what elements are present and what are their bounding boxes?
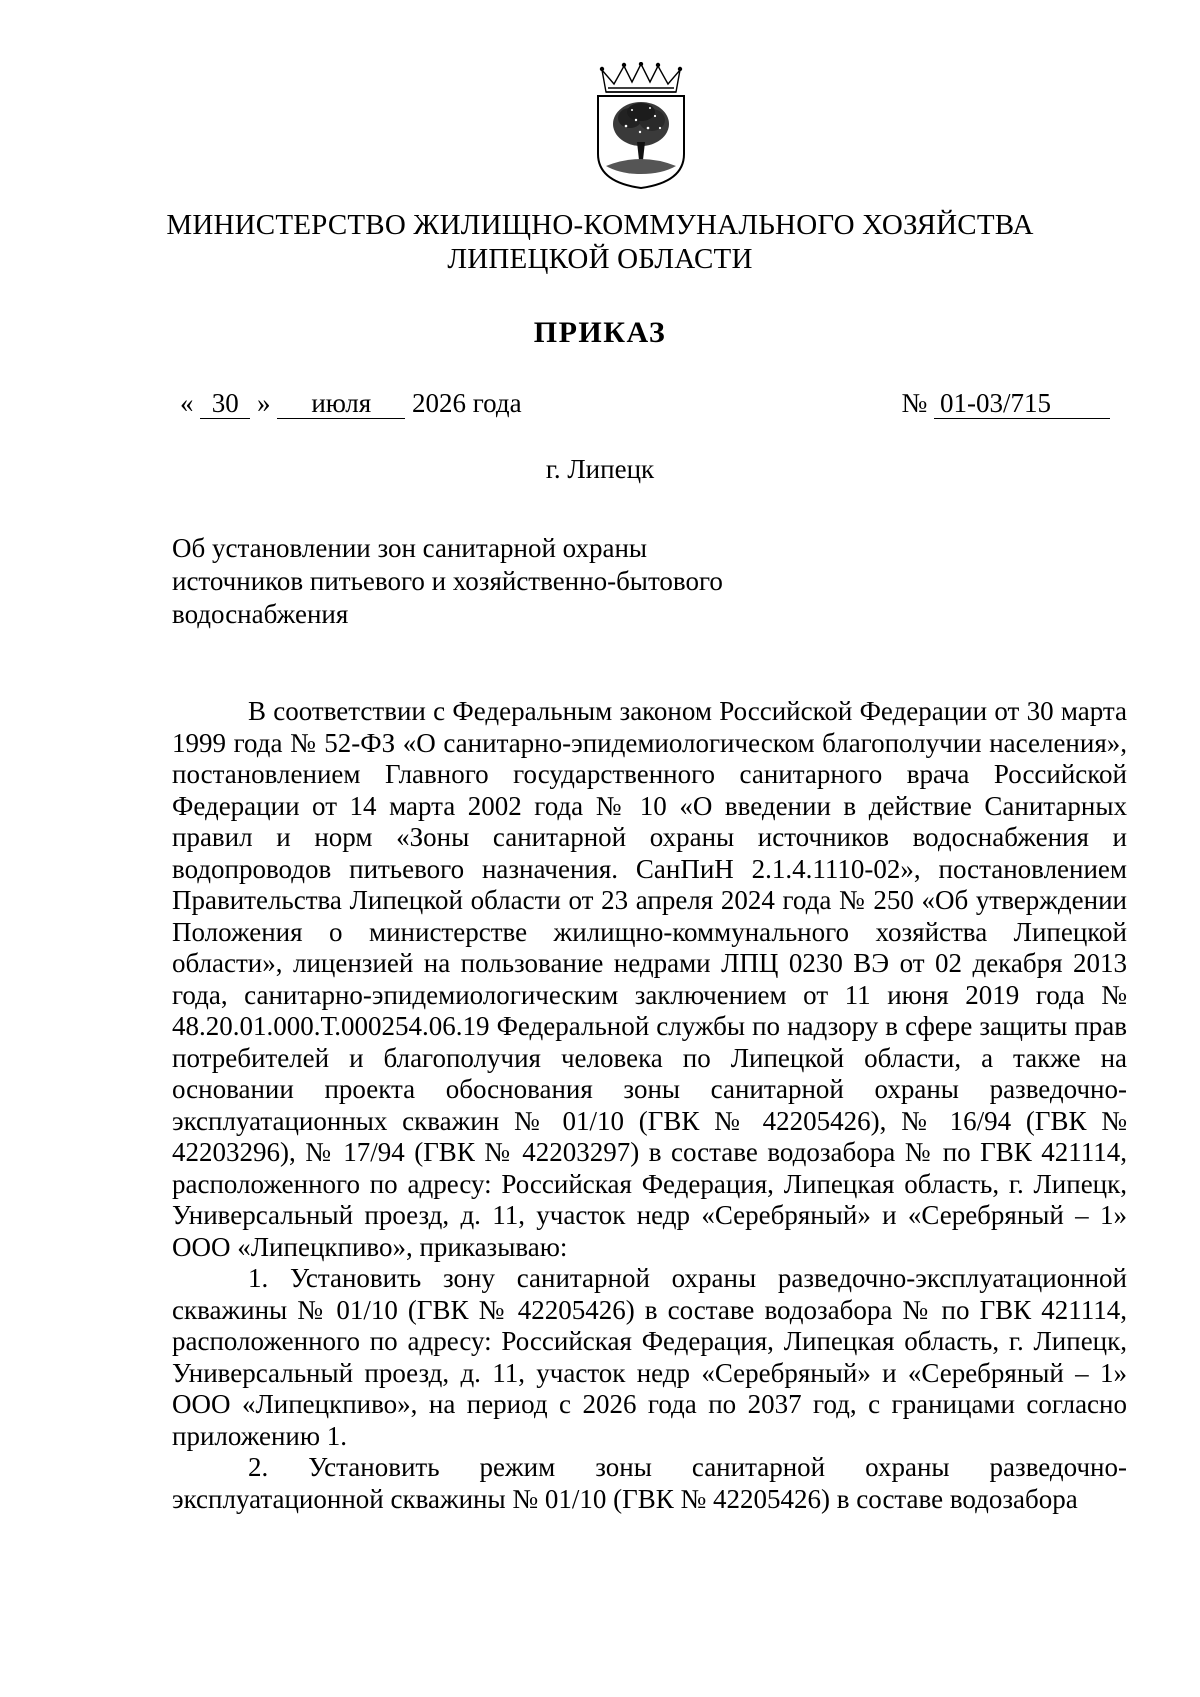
- item-1-paragraph: 1. Установить зону санитарной охраны разведочно-эксплуатационной скважины № 01/10 (ГВК № 42205426) в составе водозабора № по ГВК 421114, расположенного по адресу: Российская Федерация, Липецкая область, г. Липецк, Универсальный проезд, д. 11, участок недр «Серебряный» и «Серебряный – 1» ООО «Липецкпиво», на период с 2026 года по 2037 год, с границами согласно приложению 1.: [172, 1263, 1127, 1451]
- subject-line: водоснабжения: [172, 599, 349, 629]
- order-number: [901, 386, 1110, 420]
- city: г. Липецк: [545, 454, 655, 484]
- subject-line: Об установлении зон санитарной охраны: [172, 533, 648, 563]
- number-sign: №: [901, 388, 928, 418]
- document-type: ПРИКАЗ: [533, 316, 667, 349]
- ministry-name-line2: ЛИПЕЦКОЙ ОБЛАСТИ: [447, 243, 753, 275]
- item-2-paragraph: 2. Установить режим зоны санитарной охраны разведочно-эксплуатационной скважины № 01/10 (ГВК № 42205426) в составе водозабора: [172, 1452, 1127, 1514]
- date-year: 2026 года: [412, 388, 522, 418]
- number-value: 01-03/715: [934, 388, 1110, 419]
- ministry-name: [0, 208, 1200, 276]
- date-quote-open: «: [180, 388, 194, 418]
- preamble-paragraph: В соответствии с Федеральным законом Российской Федерации от 30 марта 1999 года № 52-ФЗ «О санитарно-эпидемиологическом благополучии населения», постановлением Главного государственного санитарного врача Российской Федерации от 14 марта 2002 года № 10 «О введении в действие Санитарных правил и норм «Зоны санитарной охраны источников водоснабжения и водопроводов питьевого назначения. СанПиН 2.1.4.1110-02», постановлением Правительства Липецкой области от 23 апреля 2024 года № 250 «Об утверждении Положения о министерстве жилищно-коммунального хозяйства Липецкой области», лицензией на пользование недрами ЛПЦ 0230 ВЭ от 02 декабря 2013 года, санитарно-эпидемиологическим заключением от 11 июня 2019 года № 48.20.01.000.Т.000254.06.19 Федеральной службы по надзору в сфере защиты прав потребителей и благополучия человека по Липецкой области, а также на основании проекта обоснования зоны санитарной охраны разведочно-эксплуатационных скважин № 01/10 (ГВК № 42205426), № 16/94 (ГВК № 42203296), № 17/94 (ГВК № 42203297) в составе водозабора № по ГВК 421114, расположенного по адресу: Российская Федерация, Липецкая область, г. Липецк, Универсальный проезд, д. 11, участок недр «Серебряный» и «Серебряный – 1» ООО «Липецкпиво», приказываю:: [172, 696, 1127, 1262]
- date-number-line: [180, 386, 1110, 426]
- subject-line: источников питьевого и хозяйственно-бытового: [172, 566, 723, 596]
- coat-of-arms-icon: [592, 62, 690, 190]
- date-month: июля: [277, 388, 405, 419]
- date-quote-close: »: [257, 388, 271, 418]
- order-subject: [172, 532, 792, 631]
- order-body: [172, 696, 1127, 1515]
- date-day: 30: [200, 388, 250, 419]
- order-date: [180, 386, 522, 420]
- ministry-name-line1: МИНИСТЕРСТВО ЖИЛИЩНО-КОММУНАЛЬНОГО ХОЗЯЙСТВА: [166, 209, 1034, 241]
